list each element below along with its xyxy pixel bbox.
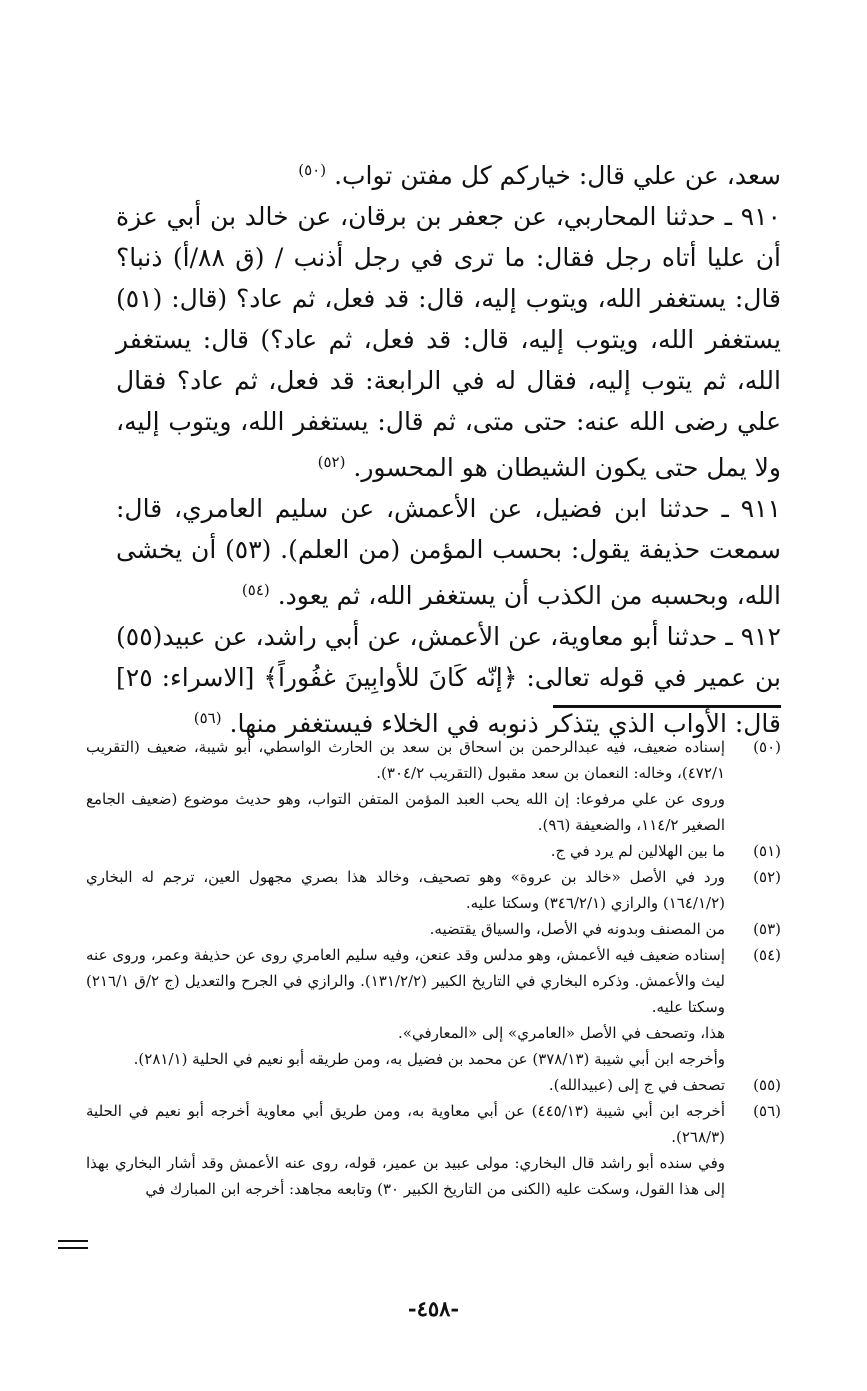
paragraph-text: ٩١٠ ـ حدثنا المحاربي، عن جعفر بن برقان، عن خالد بن أبي عزة أن عليا أتاه رجل فقال: ما ترى في رجل أذنب / (ق ٨٨/أ) ذنبا؟ قال: يستغفر الله، ويتوب إليه، قال: قد فعل، ثم عاد؟ (قال: (٥١) يستغفر الله، ويتوب إليه، قال: قد فعل، ثم عاد؟) قال: يستغفر الله، ثم يتوب إليه، فقال له في الرابعة: قد فعل، ثم عاد؟ فقال علي رضى الله عنه: حتى متى، ثم قال: يستغفر الله، ويتوب إليه، ولا يمل حتى يكون الشيطان هو المحسور. [116, 202, 781, 482]
footnote-ref: (٥٤) [241, 581, 270, 599]
footnote-text: إسناده ضعيف، فيه عبدالرحمن بن اسحاق بن سعد بن الحارث الواسطي، أبو شيبة، ضعيف (التقريب ٤٧٢/١)، وخاله: النعمان بن سعد مقبول (التقريب ٣٠٤/٢). [86, 738, 725, 782]
footnote-54 [86, 942, 781, 1020]
footnotes [86, 734, 781, 1202]
footnote-number: (٥٤) [753, 946, 781, 964]
footnote-number: (٥٥) [753, 1076, 781, 1094]
footnote-text: أخرجه ابن أبي شيبة (٤٤٥/١٣) عن أبي معاوية به، ومن طريق أبي معاوية أخرجه أبو نعيم في الحلية (٢٦٨/٣). [86, 1102, 725, 1146]
footnote-separator [553, 705, 781, 708]
paragraph-0 [116, 150, 781, 196]
continuation-mark [58, 1240, 88, 1249]
footnote-number: (٥٦) [753, 1102, 781, 1120]
paragraph-text: سعد، عن علي قال: خياركم كل مفتن تواب. [334, 161, 781, 190]
footnote-ref: (٥٢) [317, 453, 346, 471]
main-text [116, 150, 781, 744]
footnote-text: تصحف في ج إلى (عبيدالله). [548, 1076, 725, 1094]
footnote-continuation: وروى عن علي مرفوعا: إن الله يحب العبد المؤمن المتفن التواب، وهو حديث موضوع (ضعيف الجامع الصغير ١١٤/٢، والضعيفة (٩٦). [86, 790, 725, 834]
footnote-number: (٥٠) [753, 738, 781, 756]
footnote-ref: (٥٠) [298, 161, 327, 179]
footnote-text: إسناده ضعيف فيه الأعمش، وهو مدلس وقد عنعن، وفيه سليم العامري روى عن حذيفة وعمر، وروى عنه ليث والأعمش. وذكره البخاري في التاريخ الكبير (١٣١/٢/٢). والرازي في الجرح والتعديل (ج ٢/ق ٢١٦/١) وسكتا عليه. [86, 946, 725, 1016]
hadith-912 [116, 616, 781, 744]
footnote-51 [86, 838, 781, 864]
footnote-text: من المصنف وبدونه في الأصل، والسياق يقتضيه. [429, 920, 725, 938]
page-number: -٤٥٨- [407, 1296, 460, 1321]
footnote-number: (٥٣) [753, 920, 781, 938]
footnote-55 [86, 1072, 781, 1098]
paragraph-text: ٩١٢ ـ حدثنا أبو معاوية، عن الأعمش، عن أبي راشد، عن عبيد(٥٥) بن عمير في قوله تعالى: ﴿إنّه كَانَ للأوابِينَ غفُوراً﴾ [الاسراء: ٢٥] قال: الأواب الذي يتذكر ذنوبه في الخلاء فيستغفر منها. [116, 622, 781, 738]
footnote-continuation: وأخرجه ابن أبي شيبة (٣٧٨/١٣) عن محمد بن فضيل به، ومن طريقه أبو نعيم في الحلية (٢٨١/١). [133, 1050, 725, 1068]
footnote-number: (٥٢) [753, 868, 781, 886]
footnote-text: ورد في الأصل «خالد بن عروة» وهو تصحيف، وخالد هذا بصري مجهول العين، ترجم له البخاري (١٦٤/١/٢) والرازي (٣٤٦/٢/١) وسكتا عليه. [86, 868, 725, 912]
hadith-911 [116, 488, 781, 616]
hadith-910 [116, 196, 781, 488]
footnote-ref: (٥٦) [193, 709, 222, 727]
footnote-text: ما بين الهلالين لم يرد في ج. [550, 842, 725, 860]
footnote-continuation: وفي سنده أبو راشد قال البخاري: مولى عبيد بن عمير، قوله، روى عنه الأعمش وقد أشار البخاري بهذا إلى هذا القول، وسكت عليه (الكنى من التاريخ الكبير ٣٠) وتابعه مجاهد: أخرجه ابن المبارك في [86, 1154, 725, 1198]
footnote-53 [86, 916, 781, 942]
footnote-56 [86, 1098, 781, 1150]
footnote-52 [86, 864, 781, 916]
paragraph-text: ٩١١ ـ حدثنا ابن فضيل، عن الأعمش، عن سليم العامري، قال: سمعت حذيفة يقول: بحسب المؤمن (من العلم). (٥٣) أن يخشى الله، وبحسبه من الكذب أن يستغفر الله، ثم يعود. [116, 494, 782, 610]
footnote-number: (٥١) [753, 842, 781, 860]
footnote-50 [86, 734, 781, 786]
footnote-continuation: هذا، وتصحف في الأصل «العامري» إلى «المعارفي». [398, 1024, 725, 1042]
